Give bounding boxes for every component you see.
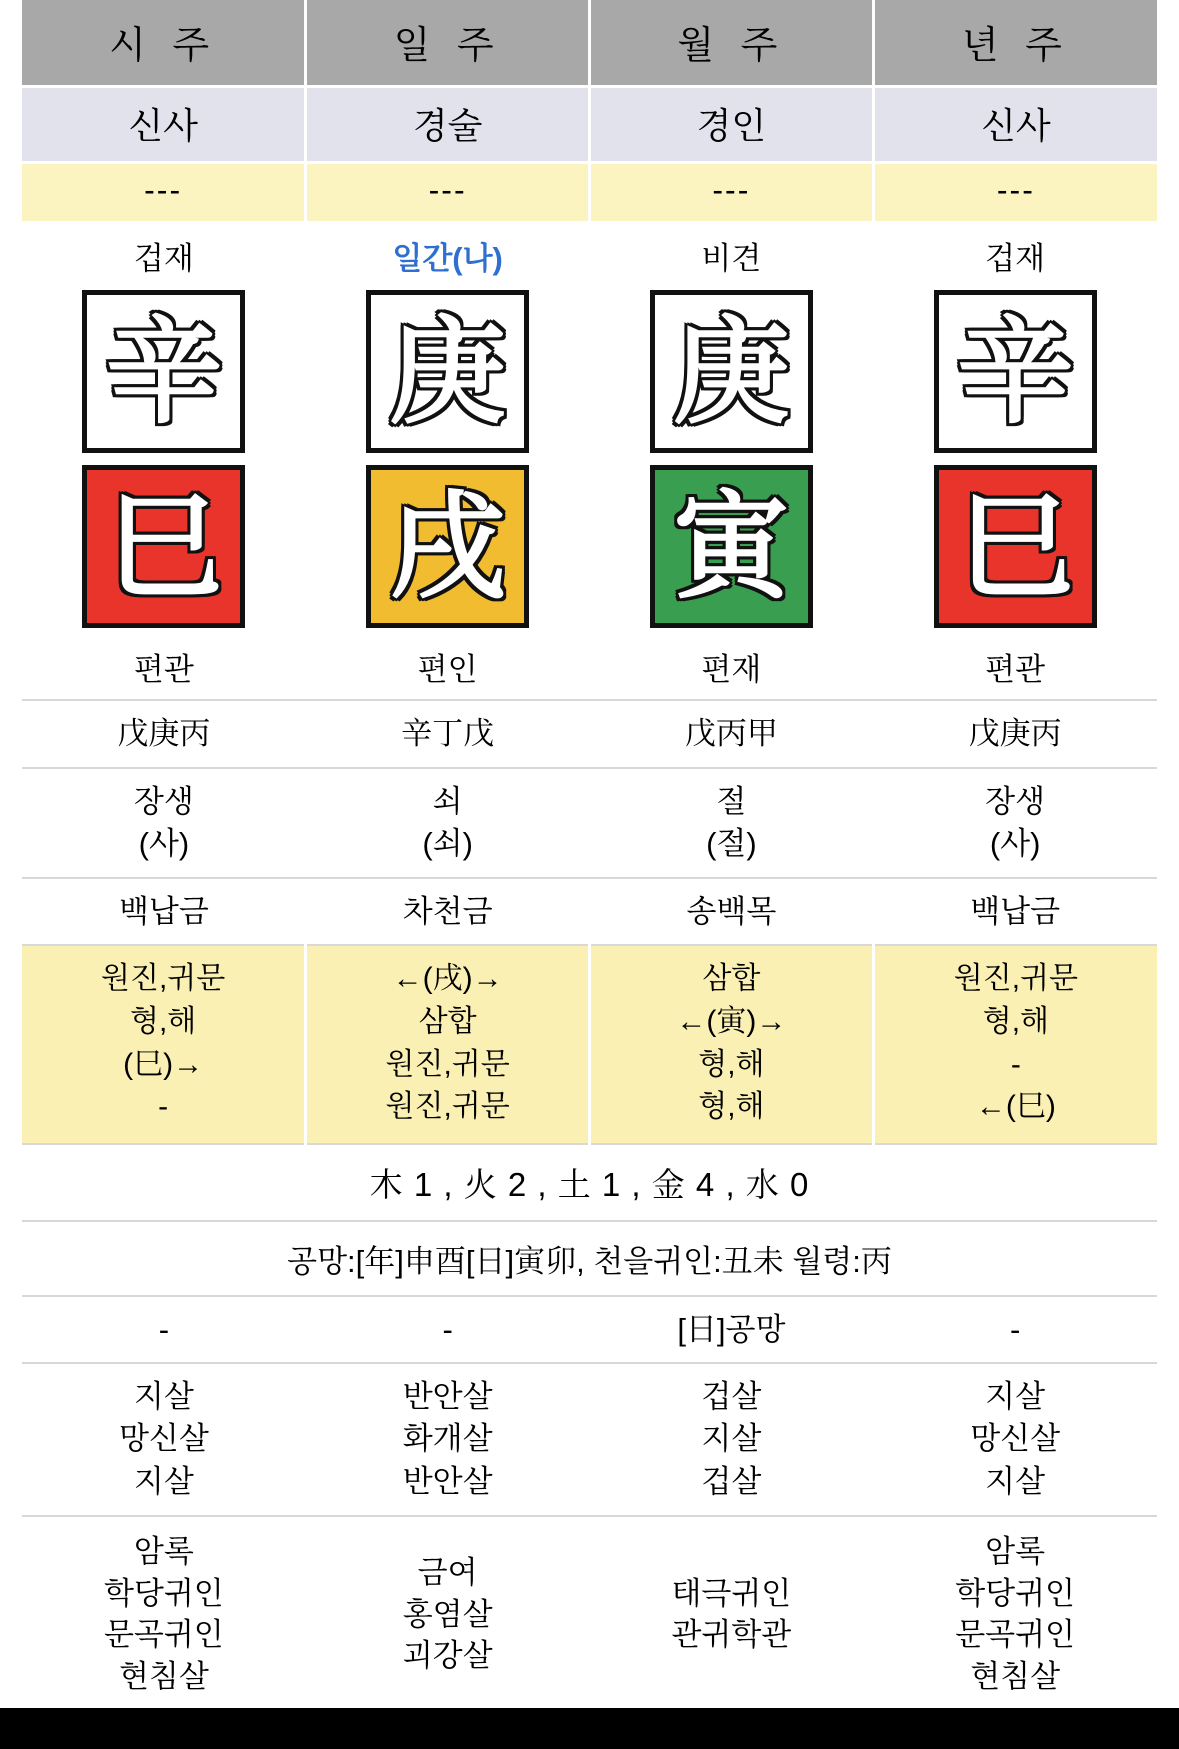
twelve-stage-day-line2: (쇠) (422, 825, 473, 861)
five-elements-row (22, 1144, 1157, 1221)
gongmang-info-row (22, 1221, 1157, 1296)
sinsal-hour-line1: 지살 (133, 1379, 194, 1415)
interaction-year-line4: ←(巳) (975, 1090, 1056, 1124)
gwiin-day (306, 1516, 590, 1708)
dash-year: --- (873, 163, 1157, 223)
gongmang-info: 공망:[年]申酉[日]寅卯, 천을귀인:丑未 월령:丙 (22, 1221, 1157, 1296)
ten-god-bottom-day: 편인 (306, 632, 590, 700)
interaction-day-line2: 삼합 (418, 1004, 477, 1038)
stem-cell-month (590, 284, 874, 459)
interaction-hour-line4: - (158, 1090, 169, 1124)
gwiin-day-line2: 홍염살 (402, 1596, 493, 1632)
sinsal-month-line2: 지살 (701, 1421, 762, 1457)
twelve-stage-row (22, 768, 1157, 878)
hidden-stems-row (22, 700, 1157, 768)
sinsal-month-line1: 겁살 (701, 1379, 762, 1415)
sinsal-hour-line3: 지살 (133, 1463, 194, 1499)
stem-char-month: 庚 (650, 290, 813, 453)
gwiin-row (22, 1516, 1157, 1708)
ganji-day: 경술 (306, 87, 590, 163)
twelve-stage-month-line1: 절 (716, 783, 747, 819)
branch-char-year: 巳 (934, 465, 1097, 628)
pillar-header-hour: 시 주 (22, 0, 306, 87)
sinsal-month-line3: 겁살 (701, 1463, 762, 1499)
ganji-hour: 신사 (22, 87, 306, 163)
pillar-header-row (22, 0, 1157, 87)
gongmang-day: - (306, 1296, 590, 1364)
gwiin-hour (22, 1516, 306, 1708)
branch-cell-hour (22, 459, 306, 632)
interaction-hour-line3: (巳)→ (123, 1047, 204, 1081)
gwiin-hour-line2: 학당귀인 (103, 1575, 224, 1611)
pillar-header-year: 년 주 (873, 0, 1157, 87)
napeum-month: 송백목 (590, 878, 874, 946)
branch-char-hour: 巳 (82, 465, 245, 628)
gwiin-year-line4: 현침살 (970, 1659, 1061, 1695)
dash-hour: --- (22, 163, 306, 223)
sinsal-day-line1: 반안살 (402, 1379, 493, 1415)
gwiin-month-line1: 태극귀인 (671, 1575, 792, 1611)
gongmang-hour: - (22, 1296, 306, 1364)
interaction-hour (22, 945, 306, 1143)
dash-day: --- (306, 163, 590, 223)
gwiin-hour-line1: 암록 (133, 1533, 194, 1569)
stem-cell-year (873, 284, 1157, 459)
interaction-month-line4: 형,해 (698, 1090, 765, 1124)
gwiin-month (590, 1516, 874, 1708)
interaction-month-line3: 형,해 (698, 1047, 765, 1081)
sinsal-year-line1: 지살 (985, 1379, 1046, 1415)
ten-god-bottom-year: 편관 (873, 632, 1157, 700)
interaction-year-line1: 원진,귀문 (953, 962, 1078, 996)
stem-cell-day (306, 284, 590, 459)
interaction-month-line2: ←(寅)→ (676, 1004, 787, 1038)
branch-cell-year (873, 459, 1157, 632)
ganji-name-row (22, 87, 1157, 163)
twelve-stage-day (306, 768, 590, 878)
interaction-day (306, 945, 590, 1143)
sinsal-day-line2: 화개살 (402, 1421, 493, 1457)
gongmang-year: - (873, 1296, 1157, 1364)
gwiin-year-line1: 암록 (985, 1533, 1046, 1569)
hidden-stems-hour: 戊庚丙 (22, 700, 306, 768)
five-elements-count: 木 1 , 火 2 , 土 1 , 金 4 , 水 0 (22, 1144, 1157, 1221)
ten-god-top-month: 비견 (590, 222, 874, 284)
stem-cell-hour (22, 284, 306, 459)
gongmang-row (22, 1296, 1157, 1364)
gwiin-year-line3: 문곡귀인 (955, 1617, 1076, 1653)
hidden-stems-day: 辛丁戊 (306, 700, 590, 768)
ten-god-bottom-row (22, 632, 1157, 700)
hidden-stems-year: 戊庚丙 (873, 700, 1157, 768)
sinsal-year (873, 1363, 1157, 1515)
napeum-hour: 백납금 (22, 878, 306, 946)
interaction-month (590, 945, 874, 1143)
ten-god-top-row (22, 222, 1157, 284)
twelve-stage-hour (22, 768, 306, 878)
sinsal-day (306, 1363, 590, 1515)
gwiin-hour-line4: 현침살 (118, 1659, 209, 1695)
sinsal-row (22, 1363, 1157, 1515)
sinsal-year-line2: 망신살 (970, 1421, 1061, 1457)
dash-month: --- (590, 163, 874, 223)
twelve-stage-month-line2: (절) (706, 825, 757, 861)
sinsal-day-line3: 반안살 (402, 1463, 493, 1499)
gongmang-month: [日]공망 (590, 1296, 874, 1364)
twelve-stage-year (873, 768, 1157, 878)
branch-char-month: 寅 (650, 465, 813, 628)
gwiin-day-line3: 괴강살 (402, 1638, 493, 1674)
interaction-day-line3: 원진,귀문 (385, 1047, 510, 1081)
napeum-day: 차천금 (306, 878, 590, 946)
ten-god-top-hour: 겁재 (22, 222, 306, 284)
interaction-year-line2: 형,해 (982, 1004, 1050, 1038)
gwiin-day-line1: 금여 (417, 1554, 478, 1590)
pillar-header-month: 월 주 (590, 0, 874, 87)
twelve-stage-month (590, 768, 874, 878)
dash-row (22, 163, 1157, 223)
branch-char-day: 戌 (366, 465, 529, 628)
stem-char-year: 辛 (934, 290, 1097, 453)
interaction-month-line1: 삼합 (702, 962, 761, 996)
heavenly-stem-row (22, 284, 1157, 459)
gwiin-hour-line3: 문곡귀인 (103, 1617, 224, 1653)
ten-god-bottom-hour: 편관 (22, 632, 306, 700)
ganji-year: 신사 (873, 87, 1157, 163)
sinsal-month (590, 1363, 874, 1515)
branch-cell-month (590, 459, 874, 632)
interaction-year-line3: - (1010, 1047, 1021, 1081)
earthly-branch-row (22, 459, 1157, 632)
interaction-day-line4: 원진,귀문 (385, 1090, 510, 1124)
ten-god-top-day: 일간(나) (306, 222, 590, 284)
stem-char-day: 庚 (366, 290, 529, 453)
branch-cell-day (306, 459, 590, 632)
twelve-stage-hour-line1: 장생 (133, 783, 194, 819)
gwiin-year (873, 1516, 1157, 1708)
ten-god-top-year: 겁재 (873, 222, 1157, 284)
sinsal-year-line3: 지살 (985, 1463, 1046, 1499)
interaction-row (22, 945, 1157, 1143)
stem-char-hour: 辛 (82, 290, 245, 453)
saju-table (22, 0, 1157, 1708)
interaction-year (873, 945, 1157, 1143)
ganji-month: 경인 (590, 87, 874, 163)
twelve-stage-year-line1: 장생 (985, 783, 1046, 819)
napeum-year: 백납금 (873, 878, 1157, 946)
ten-god-bottom-month: 편재 (590, 632, 874, 700)
twelve-stage-year-line2: (사) (989, 825, 1041, 861)
twelve-stage-hour-line2: (사) (138, 825, 190, 861)
interaction-hour-line1: 원진,귀문 (100, 962, 226, 996)
gwiin-year-line2: 학당귀인 (955, 1575, 1076, 1611)
hidden-stems-month: 戊丙甲 (590, 700, 874, 768)
sinsal-hour (22, 1363, 306, 1515)
twelve-stage-day-line1: 쇠 (432, 783, 463, 819)
napeum-row (22, 878, 1157, 946)
pillar-header-day: 일 주 (306, 0, 590, 87)
gwiin-month-line2: 관귀학관 (671, 1617, 792, 1653)
sinsal-hour-line2: 망신살 (118, 1421, 209, 1457)
interaction-day-line1: ←(戌)→ (392, 962, 503, 996)
interaction-hour-line2: 형,해 (129, 1004, 197, 1038)
